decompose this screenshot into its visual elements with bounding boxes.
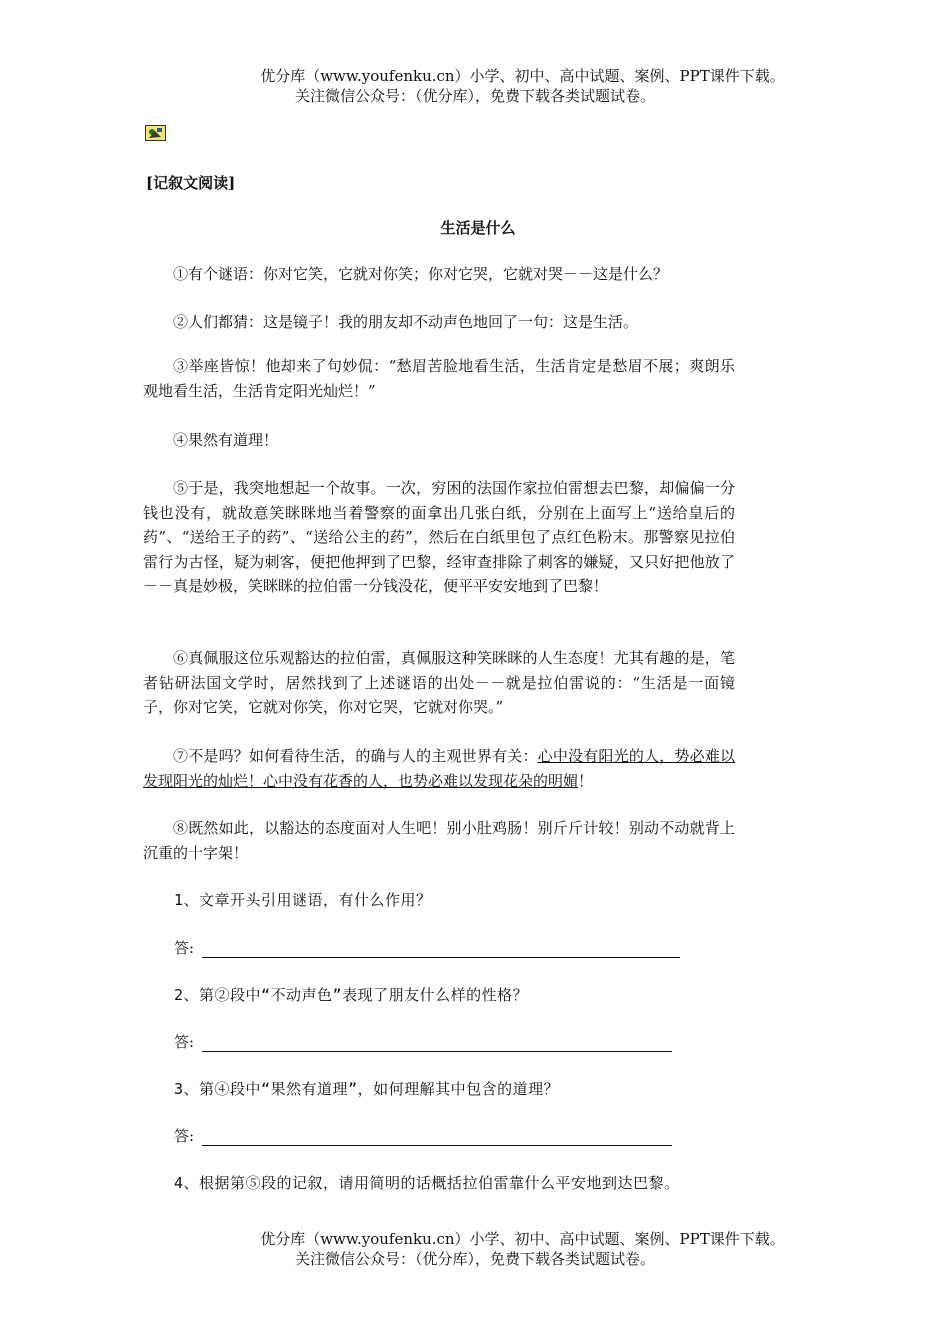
paragraph-4: ④果然有道理！ xyxy=(173,431,279,449)
answer-label: 答: xyxy=(174,1033,195,1051)
page-header-top xyxy=(0,66,950,106)
header-line-1: 优分库（www.youfenku.cn）小学、初中、高中试题、案例、PPT课件下载。 xyxy=(260,67,785,85)
paragraph-7-intro: ⑦不是吗？如何看待生活，的确与人的主观世界有关： xyxy=(173,747,538,765)
answer-2 xyxy=(174,1032,672,1052)
paragraph-1: ①有个谜语：你对它笑，它就对你笑；你对它哭，它就对哭－－这是什么？ xyxy=(173,265,669,283)
page-footer xyxy=(0,1229,950,1269)
paragraph-5: ⑤于是，我突地想起一个故事。一次，穷困的法国作家拉伯雷想去巴黎，却偏偏一分钱也没有，就故意笑眯眯地当着警察的面拿出几张白纸，分别在上面写上“送给皇后的药”、“送给王子的药”、“送给公主的药”，然后在白纸里包了点红色粉末。那警察见拉伯雷行为古怪，疑为刺客，便把他押到了巴黎，经审查排除了刺客的嫌疑，又只好把他放了－－真是妙极，笑眯眯的拉伯雷一分钱没花，便平平安安地到了巴黎！ xyxy=(143,479,735,595)
question-4: 4、根据第⑤段的记叙，请用简明的话概括拉伯雷靠什么平安地到达巴黎。 xyxy=(174,1174,680,1192)
question-3: 3、第④段中“果然有道理”，如何理解其中包含的道理？ xyxy=(174,1080,560,1098)
article-title: 生活是什么 xyxy=(440,219,516,237)
paragraph-7-end: ！ xyxy=(578,771,594,790)
footer-line-2: 关注微信公众号：（优分库），免费下载各类试题试卷。 xyxy=(294,1250,655,1268)
paragraph-7 xyxy=(143,744,735,793)
paragraph-8: ⑧既然如此，以豁达的态度面对人生吧！别小肚鸡肠！别斤斤计较！别动不动就背上沉重的十字架！ xyxy=(143,819,735,862)
question-1: 1、文章开头引用谜语，有什么作用？ xyxy=(174,891,432,909)
header-line-2: 关注微信公众号：（优分库），免费下载各类试题试卷。 xyxy=(294,87,655,105)
answer-line xyxy=(202,1035,672,1052)
document-logo-icon xyxy=(145,125,166,141)
answer-label: 答: xyxy=(174,939,195,957)
answer-line xyxy=(202,941,680,958)
paragraph-2: ②人们都猜：这是镜子！我的朋友却不动声色地回了一句：这是生活。 xyxy=(173,313,639,331)
question-2: 2、第②段中“不动声色”表现了朋友什么样的性格？ xyxy=(174,986,529,1004)
paragraph-3: ③举座皆惊！他却来了句妙侃：“愁眉苦脸地看生活，生活肯定是愁眉不展；爽朗乐观地看生活，生活肯定阳光灿烂！” xyxy=(143,357,735,400)
answer-3 xyxy=(174,1126,672,1146)
answer-line xyxy=(202,1129,672,1146)
footer-line-1: 优分库（www.youfenku.cn）小学、初中、高中试题、案例、PPT课件下载。 xyxy=(260,1230,785,1248)
answer-1 xyxy=(174,938,680,958)
answer-label: 答: xyxy=(174,1127,195,1145)
paragraph-7-underlined: 心中没有阳光的人，势必难以发现阳光的灿烂！心中没有花香的人，也势必难以发现花朵的明媚 xyxy=(143,747,735,790)
section-label: [记叙文阅读] xyxy=(146,174,236,192)
paragraph-6: ⑥真佩服这位乐观豁达的拉伯雷，真佩服这种笑眯眯的人生态度！尤其有趣的是，笔者钻研法国文学时，居然找到了上述谜语的出处－－就是拉伯雷说的：“生活是一面镜子，你对它笑，它就对你笑，你对它哭，它就对你哭。” xyxy=(143,649,735,716)
